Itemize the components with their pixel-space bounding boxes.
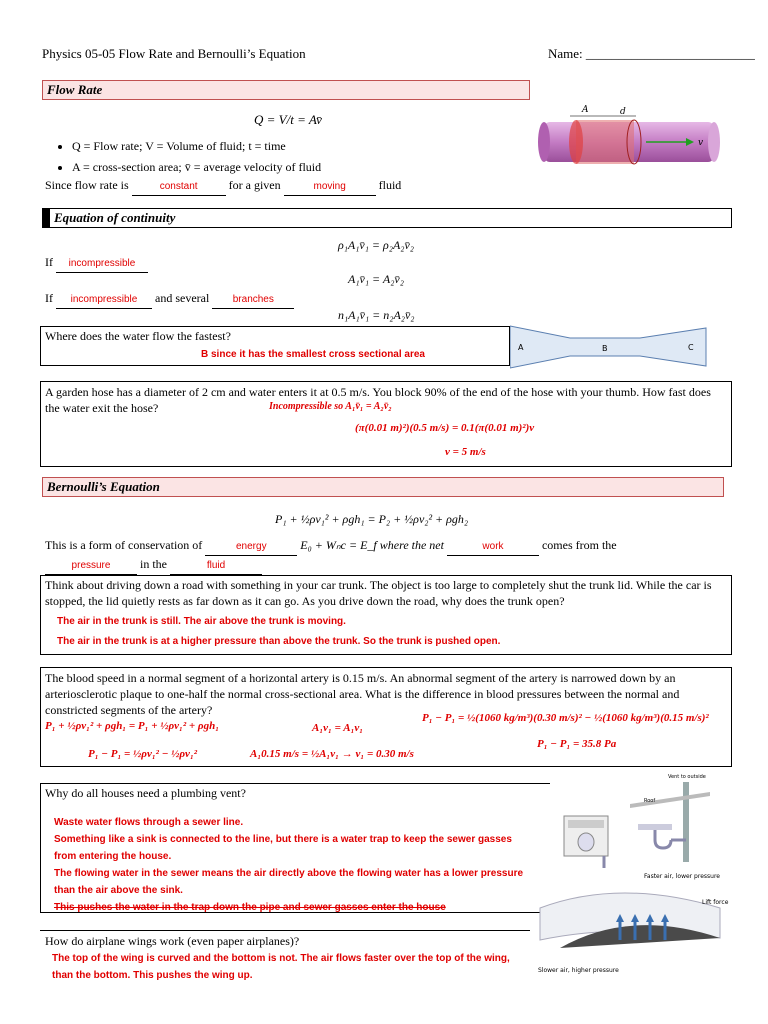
- pipe-label-a: A: [518, 343, 524, 352]
- blank-work[interactable]: work: [447, 537, 539, 556]
- wing-lift-diagram: [530, 868, 765, 988]
- sentence-text: in the: [140, 557, 167, 571]
- vent-answers: [54, 814, 534, 916]
- diagram-label-distance: d: [620, 107, 626, 117]
- pipe-label-b: B: [602, 344, 608, 353]
- blank-constant[interactable]: constant: [132, 177, 226, 196]
- bullet-item: • Q = Flow rate; V = Volume of fluid; t = time: [72, 138, 321, 154]
- blank-pressure[interactable]: pressure: [45, 556, 137, 575]
- question-box-vent: [40, 783, 550, 913]
- answer-line[interactable]: Waste water flows through a sewer line.: [54, 817, 244, 828]
- answer-continuity[interactable]: A₁v₁ = A₁v₁: [312, 722, 364, 734]
- diagram-label-area: A: [582, 105, 589, 115]
- label-slower-air: Slower air, higher pressure: [538, 967, 619, 974]
- sentence-text: for a given: [228, 178, 281, 192]
- answer-line-1[interactable]: Incompressible so A₁v̄₁ = A₂v̄₂: [269, 401, 392, 412]
- answer-line-2[interactable]: The air in the trunk is at a higher pressure than above the trunk. So the trunk is pushed open.: [57, 636, 501, 647]
- question-box-hose: [40, 381, 732, 467]
- sentence-text: This is a form of conservation of: [45, 538, 203, 552]
- label-lift-force: Lift force: [702, 899, 729, 906]
- sentence-text: E₀ + Wₙc = E_f where the net: [300, 538, 444, 552]
- answer-line-3[interactable]: v = 5 m/s: [445, 446, 486, 458]
- answer-speed[interactable]: A₁0.15 m/s = ½A₁v₁ → v₁ = 0.30 m/s: [250, 748, 414, 760]
- continuity-if-line2: [45, 290, 294, 309]
- answer-line-2[interactable]: (π(0.01 m)²)(0.5 m/s) = 0.1(π(0.01 m)²)v: [355, 422, 535, 434]
- wing-question: How do airplane wings work (even paper airplanes)?: [45, 934, 300, 948]
- blank-incompressible[interactable]: incompressible: [56, 254, 148, 273]
- blank-energy[interactable]: energy: [205, 537, 297, 556]
- tapered-pipe-diagram: [510, 324, 710, 370]
- bullet-item: • A = cross-section area; v̄ = average velocity of fluid: [72, 159, 321, 175]
- page-title: Physics 05-05 Flow Rate and Bernoulli’s Equation: [42, 46, 306, 61]
- blank-branches[interactable]: branches: [212, 290, 294, 309]
- continuity-if-line1: [45, 254, 148, 273]
- continuity-eq1: ρ₁A₁v̄₁ = ρ₂A₂v̄₂: [338, 238, 414, 252]
- question-text: Think about driving down a road with something in your car trunk. The object is too large to completely shut the trunk lid. While the car is stopped, the lid quietly rests as far down as it can go. As you drive down the road, why does the trunk open?: [45, 578, 712, 608]
- pipe-label-c: C: [688, 343, 694, 352]
- and-several-label: and several: [155, 291, 210, 305]
- sentence-text: comes from the: [541, 538, 617, 552]
- answer-line[interactable]: Something like a sink is connected to the line, but there is a water trap to keep the sewer gasses from entering the house.: [54, 834, 512, 862]
- answer-pressure-difference[interactable]: P₁ − P₁ = ½ρv₁² − ½ρv₁²: [88, 748, 198, 760]
- answer-line[interactable]: The flowing water in the sewer means the air directly above the flowing water has a lower pressure than the air above the sink.: [54, 868, 524, 896]
- pipe-flow-diagram: [538, 100, 728, 180]
- section-heading-bernoulli: Bernoulli’s Equation: [42, 477, 724, 497]
- answer-text[interactable]: B since it has the smallest cross sectional area: [201, 349, 425, 360]
- blank-fluid[interactable]: fluid: [170, 556, 262, 575]
- bernoulli-line-1: [45, 537, 617, 556]
- name-field[interactable]: Name: __________________________: [548, 46, 755, 61]
- answer-line[interactable]: This pushes the water in the trap down the pipe and sewer gasses enter the house: [54, 902, 446, 913]
- sentence-text: Since flow rate is: [45, 178, 129, 192]
- section-heading-flow-rate: Flow Rate: [42, 80, 530, 100]
- blank-moving[interactable]: moving: [284, 177, 376, 196]
- bernoulli-equation: P₁ + ½ρv₁² + ρgh₁ = P₂ + ½ρv₂² + ρgh₂: [275, 512, 469, 526]
- answer-result[interactable]: P₁ − P₁ = 35.8 Pa: [537, 738, 617, 750]
- if-label: If: [45, 255, 53, 269]
- bernoulli-line-2: [45, 556, 262, 575]
- sentence-text: fluid: [378, 178, 402, 192]
- question-text: Where does the water flow the fastest?: [45, 329, 231, 343]
- answer-line-1[interactable]: The air in the trunk is still. The air above the trunk is moving.: [57, 616, 346, 627]
- flow-rate-formula: Q = V/t = Av̄: [254, 112, 322, 127]
- plumbing-diagram: [560, 772, 710, 868]
- question-text: The blood speed in a normal segment of a horizontal artery is 0.15 m/s. An abnormal segment of the artery is narrowed down by an arteriosclerotic plaque to one-half the normal cross-sectional area. What is the difference in blood pressures between the normal and constricted segments of the artery?: [45, 671, 680, 717]
- question-box-trunk: [40, 575, 732, 655]
- section-heading-continuity: Equation of continuity: [42, 208, 732, 228]
- wing-divider: [40, 930, 530, 931]
- if-label: If: [45, 291, 53, 305]
- answer-calculation[interactable]: P₁ − P₁ = ½(1060 kg/m³)(0.30 m/s)² − ½(1060 kg/m³)(0.15 m/s)²: [422, 712, 709, 724]
- question-text: A garden hose has a diameter of 2 cm and water enters it at 0.5 m/s. You block 90% of the end of the hose with your thumb. How fast does the water exit the hose?: [45, 385, 711, 415]
- question-box-fastest: [40, 326, 510, 366]
- blank-incompressible-2[interactable]: incompressible: [56, 290, 152, 309]
- answer-bernoulli[interactable]: P₁ + ½ρv₁² + ρgh₁ = P₁ + ½ρv₁² + ρgh₁: [45, 720, 220, 732]
- continuity-eq2: A₁v̄₁ = A₂v̄₂: [348, 272, 404, 286]
- flow-rate-bullets: [58, 138, 321, 175]
- wing-answer[interactable]: The top of the wing is curved and the bottom is not. The air flows faster over the top of the wing, than the bottom. This pushes the wing up.: [52, 953, 510, 981]
- question-text: Why do all houses need a plumbing vent?: [45, 786, 246, 800]
- label-roof: Roof: [644, 798, 656, 804]
- diagram-label-velocity: v: [698, 138, 704, 148]
- label-vent: Vent to outside: [668, 774, 706, 780]
- label-faster-air: Faster air, lower pressure: [644, 873, 720, 880]
- continuity-eq3: n₁A₁v̄₁ = n₂A₂v̄₂: [338, 308, 415, 322]
- flow-rate-sentence: [45, 177, 401, 196]
